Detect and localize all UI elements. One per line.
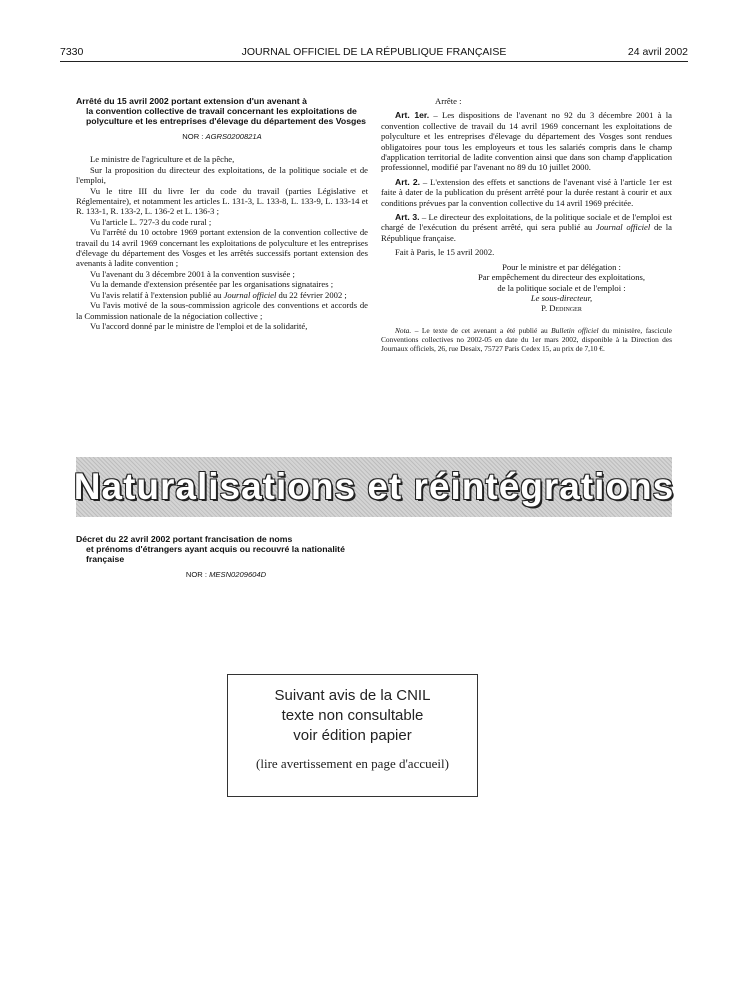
decret-title <box>76 534 376 564</box>
visa-0: Le ministre de l'agriculture et de la pêche, <box>90 154 235 165</box>
notice-top-border <box>228 674 477 675</box>
article-2-text: – L'extension des effets et sanctions de l'avenant visé à l'article 1er est faite à dater de la publication du présent arrêté pour la durée restant à courir et aux conditions prévues par la convention collective du 14 avril 1969 précitée. <box>381 176 673 208</box>
nor-label: NOR : <box>182 132 204 141</box>
article-3-end: de la République française. <box>381 222 672 243</box>
decret-nor-code: MESN0209604D <box>209 570 267 579</box>
article-1 <box>381 110 672 172</box>
page-number: 7330 <box>60 46 84 58</box>
visa-3: Vu l'article L. 727-3 du code rural ; <box>90 216 212 227</box>
notice-line-1: Suivant avis de la CNIL <box>274 687 431 704</box>
signature-line-1: Par empêchement du directeur des exploitations, <box>477 272 646 283</box>
nota <box>381 326 672 353</box>
fait-a-paris: Fait à Paris, le 15 avril 2002. <box>395 247 495 258</box>
notice-line-4: (lire avertissement en page d'accueil) <box>256 756 449 771</box>
journal-title: JOURNAL OFFICIEL DE LA RÉPUBLIQUE FRANÇAISE <box>241 46 507 58</box>
visa-jo-italic: Journal officiel <box>223 289 277 300</box>
visa-jo <box>76 290 368 300</box>
article-2 <box>381 177 672 208</box>
notice-line-2: texte non consultable <box>281 707 424 724</box>
cnil-notice-box <box>227 674 478 797</box>
signature-title <box>381 293 672 303</box>
decret-block <box>76 534 376 591</box>
nor-code: AGRS0200821A <box>205 132 262 141</box>
article-1-text: – Les dispositions de l'avenant no 92 du 3 décembre 2001 à la convention collective de travail du 14 avril 1969 concernant les exploitations de polyculture et les entreprises d'élevage du département des Vosges sont rendues obligatoires pour tous les employeurs et tous les salariés compris dans le champ d'application territorial de ladite convention ainsi que dans son champ d'application professionnel, modifié par l'avenant no 89 du 10 juillet 2000. <box>381 110 672 173</box>
section-banner <box>73 457 675 517</box>
visa-6: Vu la demande d'extension présentée par les organisations signataires ; <box>90 279 334 290</box>
notice-line-3: voir édition papier <box>293 727 412 744</box>
visa-jo-prefix: Vu l'avis relatif à l'extension publié au <box>90 289 222 300</box>
nota-text2: du ministère, fascicule Conventions collectives no 2002-05 en date du 1er mars 2002, disponible à la Direction des Journaux officiels, 26, rue Desaix, 75727 Paris Cedex 15, au prix de 7,10 €. <box>381 325 672 353</box>
article-3-italic: Journal officiel <box>595 222 651 233</box>
arrete-nor <box>76 132 368 142</box>
visa-jo-suffix: du 22 février 2002 ; <box>278 289 347 300</box>
article-3-label: Art. 3. <box>395 212 420 223</box>
header-rule <box>60 61 688 62</box>
article-1-label: Art. 1er. <box>395 110 430 121</box>
signature-name: P. Dedinger <box>541 303 582 314</box>
arrete-title-line1: Arrêté du 15 avril 2002 portant extension d'un avenant à <box>76 96 307 106</box>
visa-2: Vu le titre III du livre Ier du code du travail (parties Législative et Réglementaire), et notamment les articles L. 131-3, L. 133-8, L. 133-9, L. 133-14 et R. 133-1, R. 133-2, L. 136-2 et L. 136-3 ; <box>76 185 368 217</box>
visa-1: Sur la proposition du directeur des exploitations, de la politique sociale et de l'emploi, <box>76 164 368 186</box>
arrete-title-rest: la convention collective de travail concernant les exploitations de polyculture et les entreprises d'élevage du département des Vosges <box>86 106 367 126</box>
arrete-left-column <box>76 96 368 331</box>
article-3 <box>381 212 672 243</box>
signature-line-0: Pour le ministre et par délégation : <box>502 261 621 272</box>
arrete-right-column <box>381 96 672 353</box>
article-2-label: Art. 2. <box>395 176 421 187</box>
signature-title-text: Le sous-directeur, <box>530 292 593 303</box>
decret-nor-label: NOR : <box>185 570 207 579</box>
nota-text1: – Le texte de cet avenant a été publié au <box>414 325 548 335</box>
article-3-text: – Le directeur des exploitations, de la politique sociale et de l'emploi est chargé de l'exécution du présent arrêté, qui sera publié au <box>381 212 672 233</box>
visa-5: Vu l'avenant du 3 décembre 2001 à la convention susvisée ; <box>90 268 295 279</box>
arrete-title <box>76 96 368 126</box>
visa-end-0: Vu l'avis motivé de la sous-commission agricole des conventions et accords de la Commission nationale de la négociation collective ; <box>76 300 368 321</box>
nota-italic: Bulletin officiel <box>551 325 599 335</box>
visa-end-1: Vu l'accord donné par le ministre de l'emploi et de la solidarité, <box>90 320 308 331</box>
decret-nor <box>76 570 376 579</box>
banner-title: Naturalisations et réintégrations <box>73 466 675 507</box>
decret-title-rest: et prénoms d'étrangers ayant acquis ou recouvré la nationalité française <box>86 544 345 564</box>
issue-date: 24 avril 2002 <box>627 46 688 58</box>
signature-line-2: de la politique sociale et de l'emploi : <box>497 282 626 293</box>
decret-title-line1: Décret du 22 avril 2002 portant francisation de noms <box>76 534 293 544</box>
arrete-label: Arrête : <box>435 96 462 106</box>
visa-4: Vu l'arrêté du 10 octobre 1969 portant extension de la convention collective de travail du 14 avril 1969 concernant les exploitations de polyculture et les entreprises d'élevage du département des Vosges et les arrêtés successifs portant extension des avenants à ladite convention ; <box>76 227 368 269</box>
nota-label: Nota. <box>395 325 412 335</box>
